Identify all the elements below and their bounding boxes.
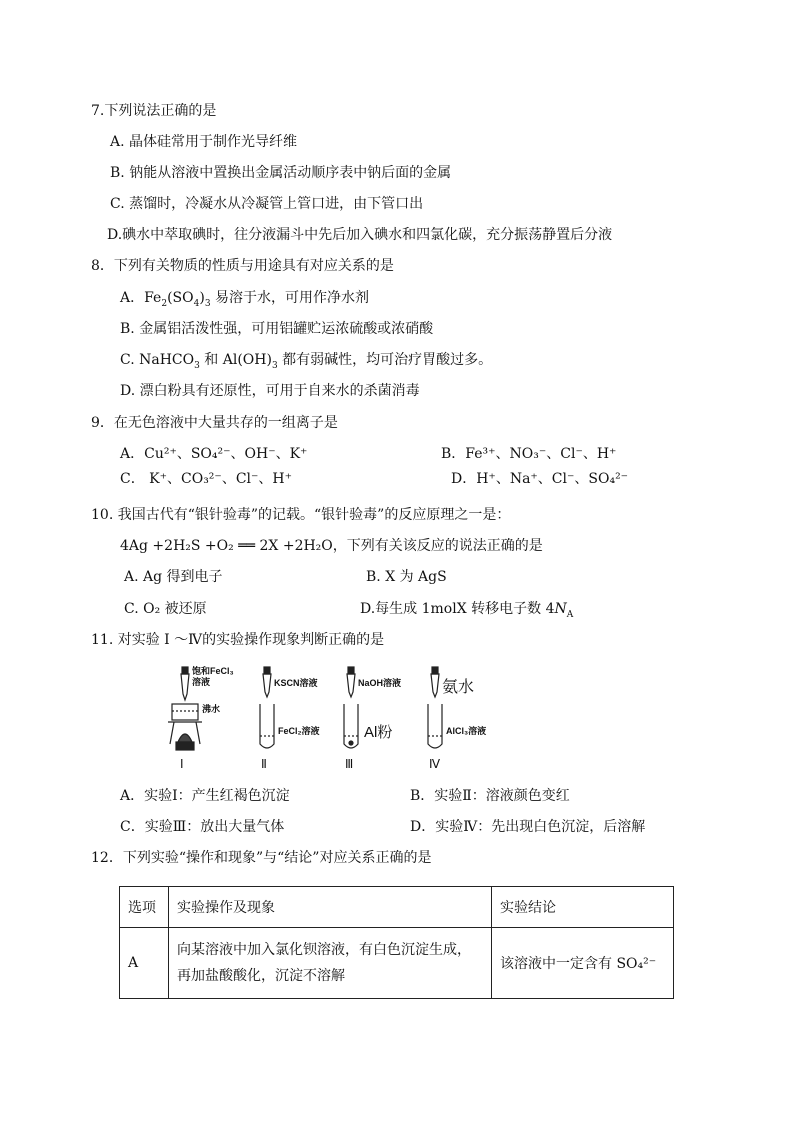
q7-option-b: B. 钠能从溶液中置换出金属活动顺序表中钠后面的金属 <box>110 165 452 181</box>
exp4-reagent-label: 氨水 <box>442 679 475 696</box>
exp2-apparatus <box>260 667 274 748</box>
q11-option-b: B．实验Ⅱ：溶液颜色变红 <box>410 788 570 804</box>
q10-d-text: D.每生成 1molX 转移电子数 4 <box>360 601 555 617</box>
q10-d-avogadro: N <box>554 601 567 617</box>
q12-stem: 12．下列实验“操作和现象”与“结论”对应关系正确的是 <box>91 850 432 866</box>
table-header-row <box>120 887 674 928</box>
q7-stem: 7.下列说法正确的是 <box>91 103 217 119</box>
table-row <box>120 928 674 999</box>
q8-stem: 8．下列有关物质的性质与用途具有对应关系的是 <box>91 258 394 274</box>
q8-c-formula-2: 和 Al(OH) <box>204 352 272 368</box>
q7-option-a: A. 晶体硅常用于制作光导纤维 <box>110 134 298 150</box>
q8-option-b: B. 金属铝活泼性强，可用铝罐贮运浓硫酸或浓硝酸 <box>120 321 434 337</box>
exp1-water-label: 沸水 <box>202 704 221 714</box>
row-a-operation <box>169 928 492 999</box>
q8-c-formula-1: C. NaHCO <box>120 352 195 368</box>
exp2-reagent-label: KSCN溶液 <box>274 678 318 688</box>
exp2-numeral: Ⅱ <box>261 757 267 771</box>
q9-option-d: D．H⁺、Na⁺、Cl⁻、SO₄²⁻ <box>451 471 629 487</box>
header-operation: 实验操作及现象 <box>169 887 492 928</box>
row-a-option: A <box>120 928 169 999</box>
q12-table <box>119 886 674 999</box>
exp3-reagent-label: NaOH溶液 <box>358 678 402 688</box>
q10-d-avogadro-sub: A <box>566 609 574 620</box>
q10-option-b: B. X 为 AgS <box>366 569 447 585</box>
exp4-apparatus <box>428 667 442 748</box>
header-conclusion: 实验结论 <box>492 887 674 928</box>
q9-option-a: A．Cu²⁺、SO₄²⁻、OH⁻、K⁺ <box>120 446 308 462</box>
q11-option-c: C．实验Ⅲ：放出大量气体 <box>120 819 285 835</box>
exp1-reagent-label: 饱和FeCl₃ <box>192 666 234 676</box>
row-a-operation-line2: 再加盐酸酸化，沉淀不溶解 <box>177 968 345 984</box>
exp1-reagent-label-2: 溶液 <box>192 677 211 687</box>
q10-stem: 10. 我国古代有“银针验毒”的记载。“银针验毒”的反应原理之一是： <box>91 507 511 523</box>
row-a-operation-line1: 向某溶液中加入氯化钡溶液，有白色沉淀生成， <box>177 942 471 958</box>
q8-option-c: C. NaHCO$_3$ 和 $Al(OH)_3$ 都有弱碱性，均可治疗胃酸过多。 <box>120 352 493 371</box>
q8-a-formula-start: A．Fe <box>120 290 162 306</box>
q11-stem: 11. 对实验 Ⅰ ～Ⅳ的实验操作现象判断正确的是 <box>91 632 385 648</box>
q10-equation: 4Ag +2H₂S +O₂ ══ 2X +2H₂O，下列有关该反应的说法正确的是 <box>120 538 543 554</box>
exp4-solution-label: AlCl₃溶液 <box>446 726 487 736</box>
q10-option-c: C. O₂ 被还原 <box>124 601 207 617</box>
q8-option-d: D. 漂白粉具有还原性，可用于自来水的杀菌消毒 <box>120 383 420 399</box>
row-a-conclusion: 该溶液中一定含有 SO₄²⁻ <box>492 928 674 999</box>
q11-option-a: A．实验Ⅰ：产生红褐色沉淀 <box>120 788 290 804</box>
q9-option-c: C． K⁺、CO₃²⁻、Cl⁻、H⁺ <box>120 471 292 487</box>
q8-option-a: A．$Fe_2(SO_4)_3$ 易溶于水，可用作净水剂 <box>120 290 369 309</box>
exp3-solid-label: Al粉 <box>364 724 393 741</box>
q9-option-b: B．Fe³⁺、NO₃⁻、Cl⁻、H⁺ <box>441 446 617 462</box>
exp1-numeral: Ⅰ <box>180 757 184 771</box>
q9-stem: 9．在无色溶液中大量共存的一组离子是 <box>91 415 338 431</box>
q11-option-d: D．实验Ⅳ：先出现白色沉淀，后溶解 <box>410 819 646 835</box>
q8-a-text: 易溶于水，可用作净水剂 <box>215 290 369 306</box>
exp3-numeral: Ⅲ <box>345 757 354 771</box>
q8-c-text: 都有弱碱性，均可治疗胃酸过多。 <box>282 352 493 368</box>
exp3-apparatus <box>344 667 358 748</box>
exp2-solution-label: FeCl₂溶液 <box>278 726 320 736</box>
q10-option-a: A. Ag 得到电子 <box>124 569 223 585</box>
q10-option-d <box>360 600 573 618</box>
header-option: 选项 <box>120 887 169 928</box>
exp4-numeral: Ⅳ <box>429 757 441 771</box>
q7-option-d: D.碘水中萃取碘时，往分液漏斗中先后加入碘水和四氯化碳，充分振荡静置后分液 <box>107 227 613 243</box>
q7-option-c: C. 蒸馏时，冷凝水从冷凝管上管口进，由下管口出 <box>110 196 424 212</box>
q11-experiment-figure <box>160 664 500 772</box>
